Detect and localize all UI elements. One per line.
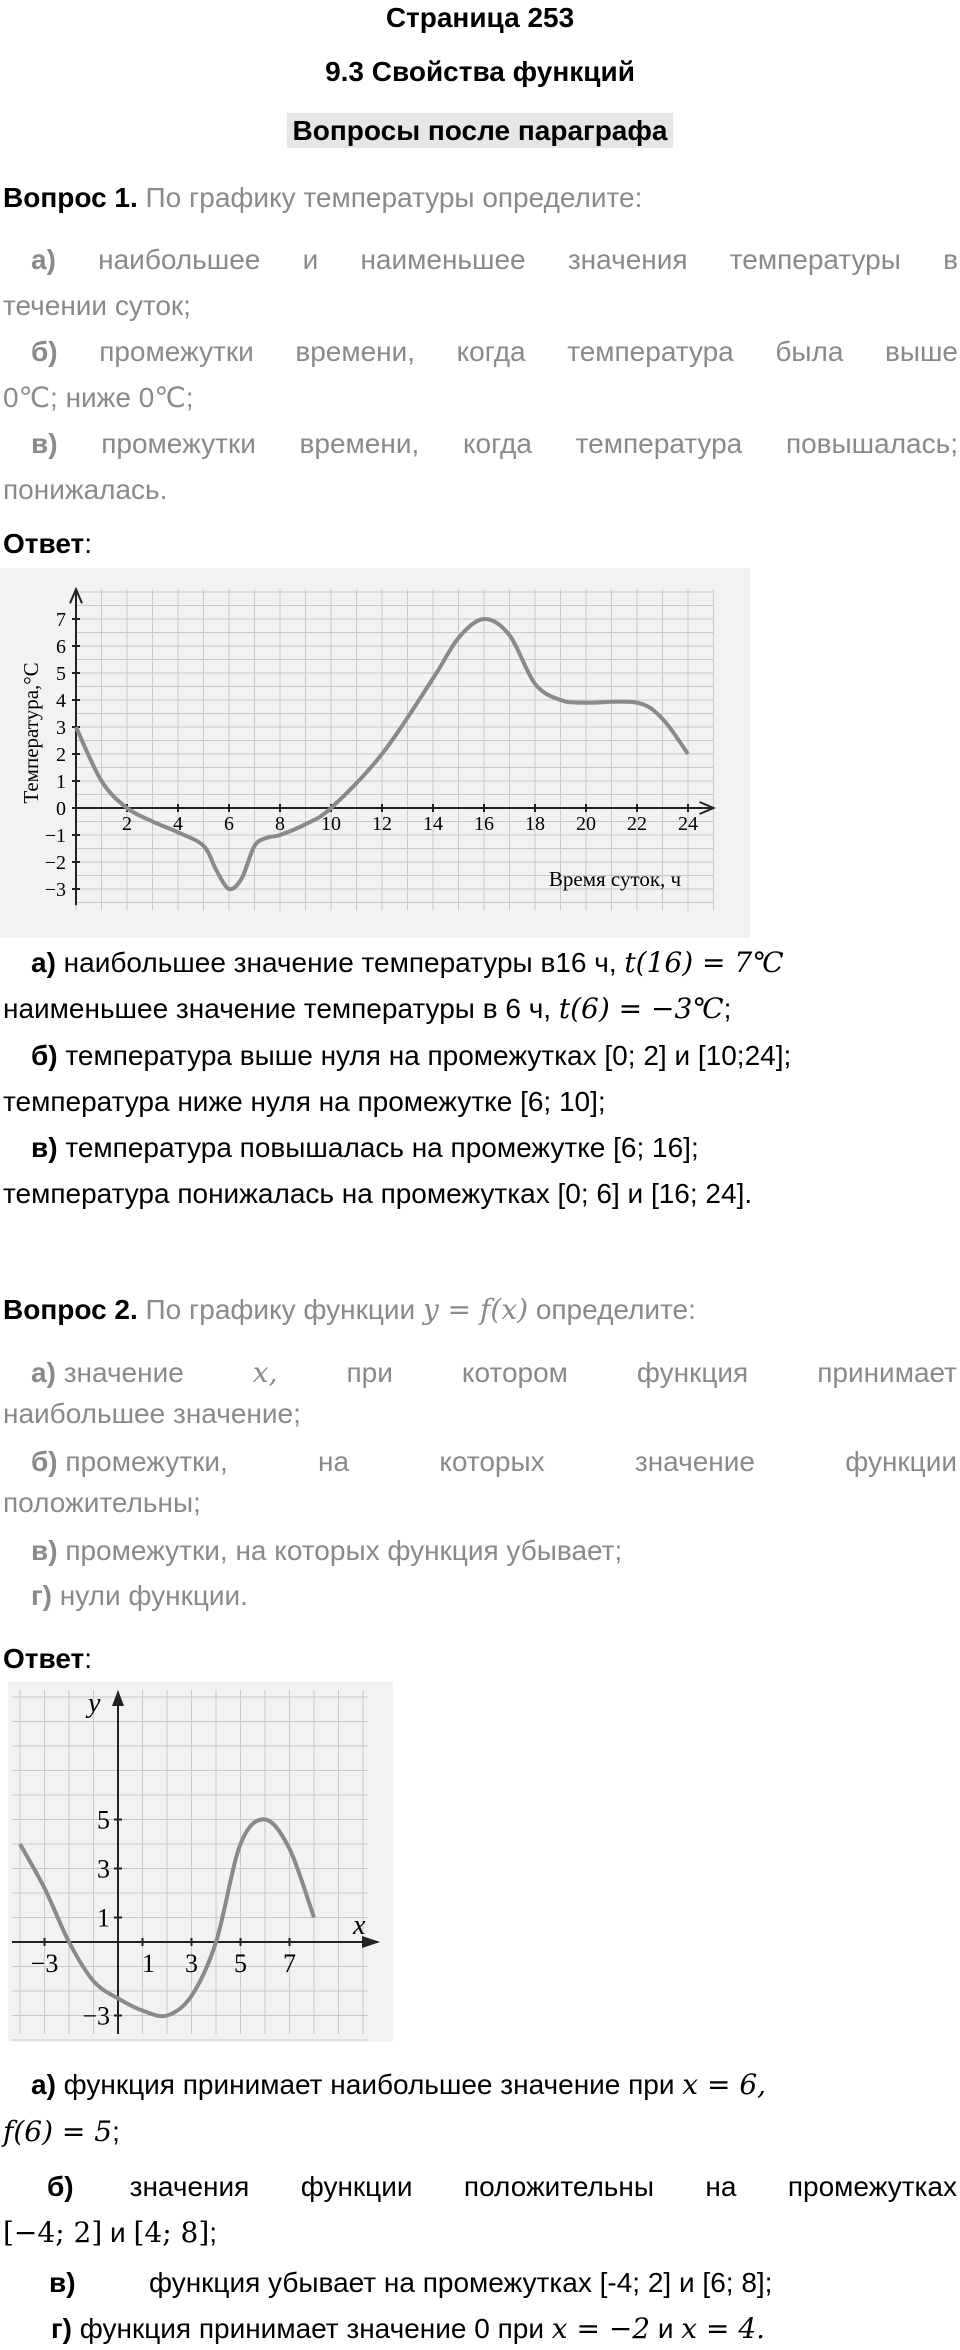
q1-ans-a2-end: ; <box>723 993 732 1024</box>
chart2-background <box>8 1682 393 2042</box>
q2-ans-d-text: функция принимает значение 0 при <box>72 2313 552 2344</box>
chart1-x-tick-label: 18 <box>525 813 545 835</box>
q2-a-var: x, <box>252 1356 278 1389</box>
q2-ans-a-math: x = 6, <box>682 2068 767 2101</box>
q1-answer-word: Ответ <box>3 528 85 559</box>
chart1-y-tick-label: 1 <box>56 771 66 793</box>
chart1-x-tick-label: 8 <box>275 813 285 835</box>
q2-ans-b2-end: ; <box>209 2217 218 2248</box>
q2-b-line2: положительны; <box>3 1487 201 1518</box>
chart2-y-tick-label: 1 <box>97 1903 110 1933</box>
chart1-x-tick-label: 20 <box>576 813 596 835</box>
chart1-y-tick-label: −3 <box>44 879 66 901</box>
q2-ans-a-text: функция принимает наибольшее значение при <box>55 2069 683 2100</box>
chart1-x-tick-label: 4 <box>173 813 183 835</box>
q2-a-word: функция <box>636 1357 749 1388</box>
q2-b-line1 <box>3 1441 957 1483</box>
q1-ans-a-line1 <box>3 942 957 984</box>
q2-a-word: котором <box>461 1357 568 1388</box>
q1-label: Вопрос 1. <box>3 182 138 213</box>
q1-c-text-1: промежутки времени, когда температура повышалась; <box>57 428 958 459</box>
chart2-x-tick-label: 5 <box>234 1949 247 1978</box>
q1-c-line1 <box>3 423 958 465</box>
q2-b-word: которых <box>439 1446 545 1477</box>
q1-answer-label <box>3 523 957 565</box>
q1-header <box>3 177 957 219</box>
q1-b-mark: б) <box>31 336 58 367</box>
q1-ans-a-math: t(16) = 7℃ <box>624 946 784 979</box>
q2-intro-2: определите: <box>528 1294 696 1325</box>
q2-b-word: функции <box>845 1446 957 1477</box>
q1-ans-c-text: температура повышалась на промежутке [6; 16]; <box>57 1132 699 1163</box>
chart1-xlabel: Время суток, ч <box>548 867 682 891</box>
q2-answer-label <box>3 1638 957 1680</box>
questions-heading-text: Вопросы после параграфа <box>287 113 674 148</box>
q1-a-text-1: наибольшее и наименьшее значения температуры в <box>55 244 958 275</box>
q2-ans-b-mark: б) <box>47 2171 74 2202</box>
chart2-x-tick-label: 1 <box>142 1949 155 1978</box>
q2-ans-b-line2 <box>3 2212 957 2254</box>
q2-d-line <box>3 1575 957 1617</box>
chart2-xlabel: x <box>353 1910 366 1941</box>
q1-intro: По графику температуры определите: <box>137 182 643 213</box>
q2-ans-d-line <box>3 2308 957 2350</box>
chart1-y-tick-label: −1 <box>44 825 66 847</box>
q2-answer-colon: : <box>84 1643 93 1674</box>
section-title: 9.3 Свойства функций <box>325 56 635 87</box>
q2-ans-b2-mid: и <box>102 2217 134 2248</box>
q2-intro-1: По графику функции <box>137 1294 423 1325</box>
q1-b-text-1: промежутки времени, когда температура была выше <box>57 336 958 367</box>
q1-ans-a2-math: t(6) = −3℃ <box>558 992 724 1025</box>
q2-b-word: промежутки, <box>65 1446 228 1477</box>
chart2-ylabel: y <box>88 1688 101 1719</box>
q2-intro-math: y = f(x) <box>422 1293 529 1326</box>
q1-a-mark: а) <box>31 244 56 275</box>
q1-c-mark: в) <box>31 428 58 459</box>
q1-a-line1 <box>3 239 958 281</box>
q1-ans-b-mark: б) <box>31 1040 58 1071</box>
chart1-y-tick-label: 5 <box>56 663 66 685</box>
q2-a-word: значение <box>63 1357 184 1388</box>
page-title: Страница 253 <box>385 2 575 33</box>
q2-ans-b2-math2: [4; 8] <box>133 2216 210 2249</box>
q2-ans-a-line2 <box>3 2111 957 2153</box>
q1-ans-a-line2 <box>3 988 957 1030</box>
q1-ans-a-text: наибольшее значение температуры в16 ч, <box>55 947 625 978</box>
chart2-y-tick-label: −3 <box>82 2001 110 2031</box>
q1-ans-a2-text: наименьшее значение температуры в 6 ч, <box>3 993 559 1024</box>
q1-b-line2: 0℃; ниже 0℃; <box>3 382 194 413</box>
chart1-y-tick-label: 7 <box>56 609 66 631</box>
chart2-y-tick-label: 3 <box>97 1854 110 1884</box>
q2-b-mark: б) <box>31 1446 58 1477</box>
q2-c-line <box>3 1530 957 1572</box>
chart1-y-tick-label: 6 <box>56 636 66 658</box>
q2-ans-a-line1 <box>3 2064 957 2106</box>
q1-ans-c-line2: температура понижалась на промежутках [0; 6] и [16; 24]. <box>3 1178 753 1209</box>
q2-a-line2: наибольшее значение; <box>3 1398 301 1429</box>
q2-label: Вопрос 2. <box>3 1294 138 1325</box>
q1-ans-c-line1 <box>3 1127 957 1169</box>
q1-c-line2: понижалась. <box>3 474 168 505</box>
q2-ans-b-line1 <box>3 2166 957 2208</box>
q2-b-word: на <box>318 1446 350 1477</box>
q2-a-mark: а) <box>31 1357 56 1388</box>
q2-ans-a-mark: а) <box>31 2069 56 2100</box>
q2-d-mark: г) <box>31 1580 52 1611</box>
chart1-x-tick-label: 24 <box>678 813 698 835</box>
chart1-y-tick-label: 3 <box>56 717 66 739</box>
chart2-x-tick-label: −3 <box>30 1949 59 1978</box>
chart1-y-tick-label: 0 <box>56 798 66 820</box>
chart1-y-tick-label: −2 <box>44 852 66 874</box>
q2-ans-c-line <box>3 2262 957 2304</box>
q2-ans-d-math2: x = 4. <box>681 2312 766 2345</box>
chart1-x-tick-label: 10 <box>321 813 341 835</box>
q2-ans-c-mark: в) <box>49 2267 76 2298</box>
q1-b-line1 <box>3 331 958 373</box>
q2-ans-a2-end: ; <box>112 2116 120 2147</box>
chart2-x-tick-label: 7 <box>283 1949 296 1978</box>
chart1-y-tick-label: 2 <box>56 744 66 766</box>
chart2-y-tick-label: 5 <box>97 1805 110 1835</box>
chart1-ylabel: Температура,°C <box>19 662 43 804</box>
chart2-x-tick-label: 3 <box>185 1949 198 1978</box>
q2-ans-d-mid: и <box>650 2313 682 2344</box>
q2-a-line1 <box>3 1352 957 1394</box>
chart1-x-tick-label: 6 <box>224 813 234 835</box>
q2-c-text: промежутки, на которых функция убывает; <box>57 1535 623 1566</box>
q2-b-word: значение <box>634 1446 755 1477</box>
q1-ans-b-text: температура выше нуля на промежутках [0; 2] и [10;24]; <box>57 1040 792 1071</box>
q2-c-mark: в) <box>31 1535 58 1566</box>
temperature-chart <box>0 568 750 938</box>
chart1-x-tick-label: 16 <box>474 813 494 835</box>
function-chart <box>8 1682 393 2042</box>
q2-d-text: нули функции. <box>52 1580 248 1611</box>
q2-a-word: при <box>346 1357 393 1388</box>
questions-heading <box>0 115 960 147</box>
q2-header <box>3 1289 957 1331</box>
chart1-y-tick-label: 4 <box>56 690 66 712</box>
q1-a-line2: течении суток; <box>3 290 191 321</box>
q2-answer-word: Ответ <box>3 1643 85 1674</box>
chart1-x-tick-label: 12 <box>372 813 392 835</box>
q1-ans-a-mark: а) <box>31 947 56 978</box>
chart1-x-tick-label: 2 <box>122 813 132 835</box>
q2-ans-d-math1: x = −2 <box>551 2312 651 2345</box>
q2-ans-b2-math: [−4; 2] <box>3 2216 103 2249</box>
chart1-x-tick-label: 14 <box>423 813 443 835</box>
q2-ans-b-text: значения функции положительны на промежутках <box>129 2171 957 2202</box>
q1-ans-b-line2: температура ниже нуля на промежутке [6; 10]; <box>3 1086 606 1117</box>
q1-answer-colon: : <box>84 528 93 559</box>
q1-ans-b-line1 <box>3 1035 957 1077</box>
q2-ans-c-text: функция убывает на промежутках [-4; 2] и [6; 8]; <box>149 2267 773 2298</box>
q2-ans-a2-math: f(6) = 5 <box>3 2115 113 2148</box>
q2-a-word: принимает <box>817 1357 957 1388</box>
chart1-x-tick-label: 22 <box>627 813 647 835</box>
q1-ans-c-mark: в) <box>31 1132 58 1163</box>
q2-ans-d-mark: г) <box>51 2313 72 2344</box>
